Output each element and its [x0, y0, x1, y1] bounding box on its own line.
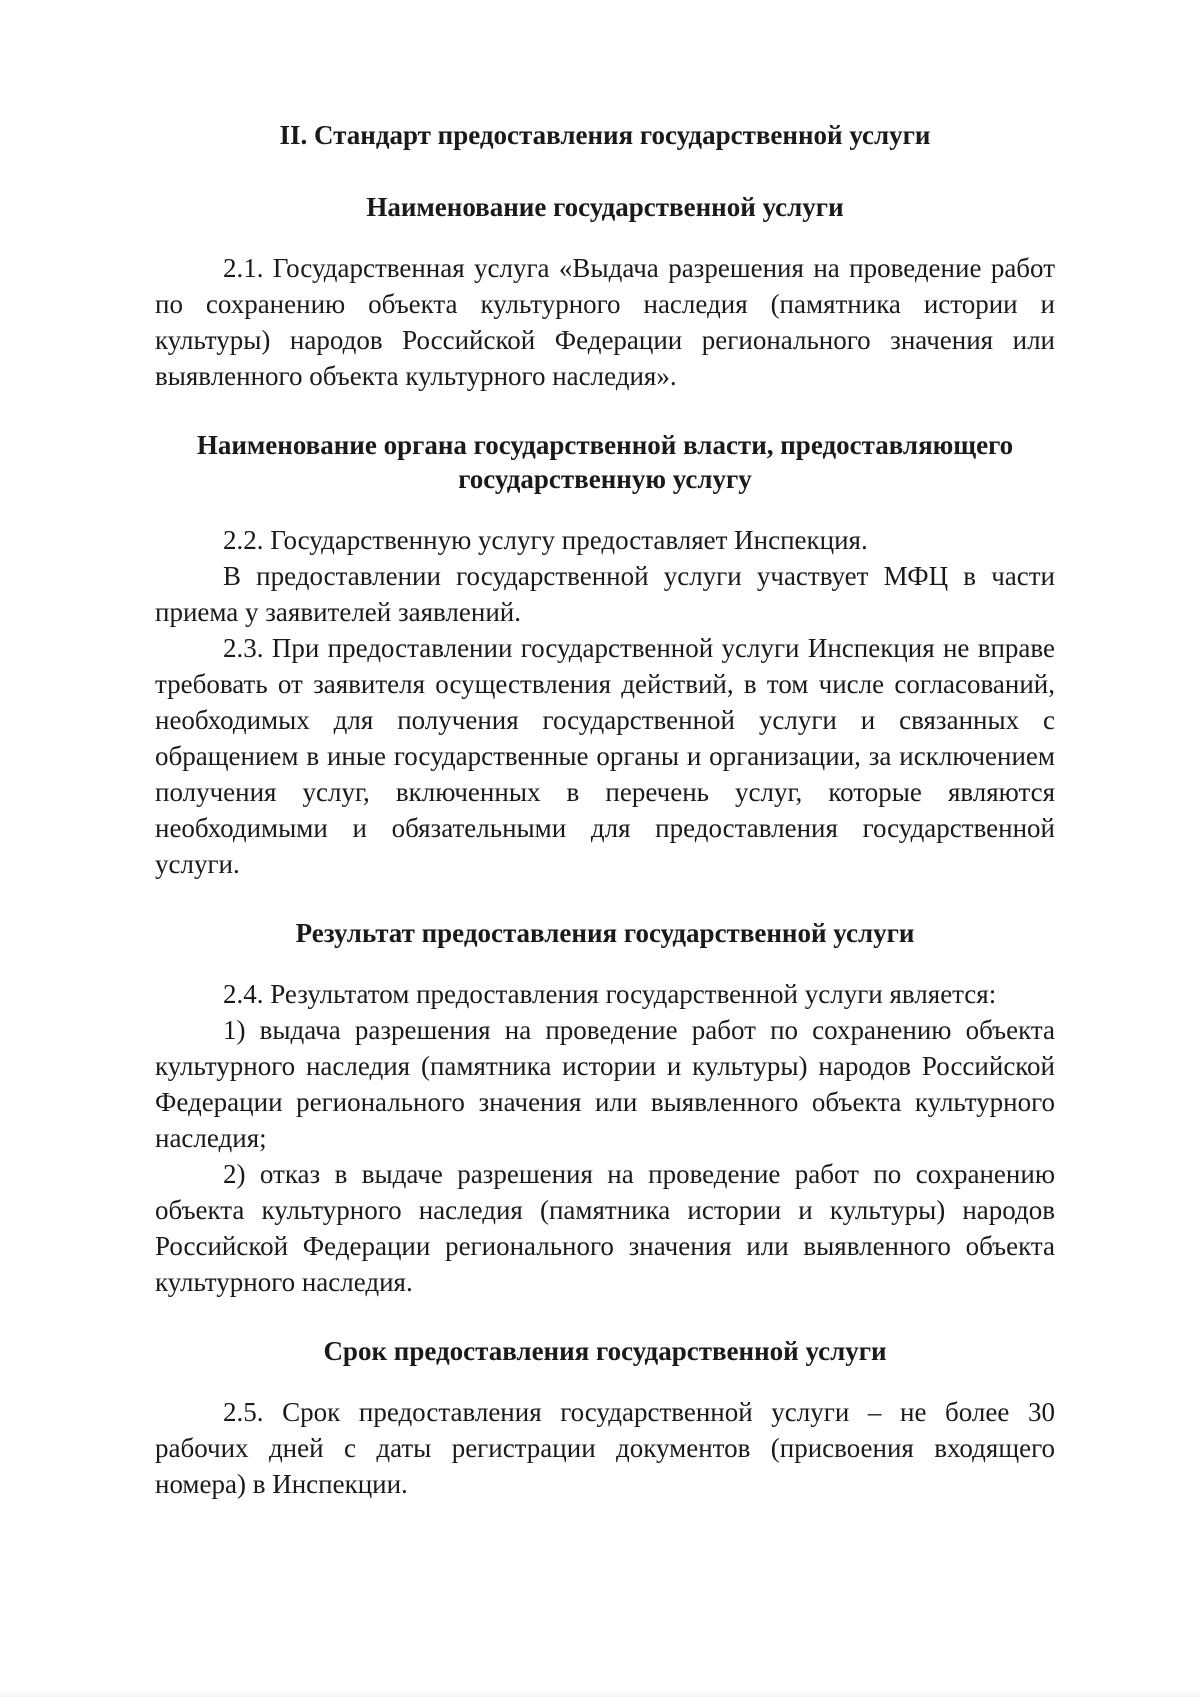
- paragraph-result-2: 2) отказ в выдаче разрешения на проведение работ по сохранению объекта культурного наследия (памятника истории и культуры) народов Российской Федерации регионального значения или выявленного объекта культурного наследия.: [155, 1159, 1055, 1297]
- heading-result: Результат предоставления государственной услуги: [295, 918, 915, 948]
- paragraph-2-2: 2.2. Государственную услугу предоставляет Инспекция.: [223, 525, 868, 555]
- paragraph-2-3: 2.3. При предоставлении государственной услуги Инспекция не вправе требовать от заявителя осуществления действий, в том числе согласований, необходимых для получения государственной услуги и связанных с обращением в иные государственные органы и организации, за исключением получения услуг, включенных в перечень услуг, которые являются необходимыми и обязательными для предоставления государственной услуги.: [155, 633, 1055, 879]
- section-authority: [155, 428, 1055, 882]
- heading-authority: Наименование органа государственной власти, предоставляющего государственную услугу: [196, 430, 1014, 494]
- paragraph-2-4: 2.4. Результатом предоставления государственной услуги является:: [223, 979, 997, 1009]
- document-body: [155, 118, 1055, 1502]
- heading-service-name: Наименование государственной услуги: [366, 192, 844, 222]
- paragraph-2-5: 2.5. Срок предоставления государственной услуги – не более 30 рабочих дней с даты регистрации документов (присвоения входящего номера) в Инспекции.: [155, 1397, 1055, 1499]
- heading-term: Срок предоставления государственной услуги: [323, 1336, 887, 1366]
- paragraph-mfc: В предоставлении государственной услуги участвует МФЦ в части приема у заявителей заявлений.: [155, 561, 1055, 627]
- section-term: [155, 1334, 1055, 1502]
- paragraph-result-1: 1) выдача разрешения на проведение работ по сохранению объекта культурного наследия (памятника истории и культуры) народов Российской Федерации регионального значения или выявленного объекта культурного наследия;: [155, 1015, 1055, 1153]
- section-service-name: [155, 190, 1055, 394]
- paragraph-2-1: 2.1. Государственная услуга «Выдача разрешения на проведение работ по сохранению объекта культурного наследия (памятника истории и культуры) народов Российской Федерации регионального значения или выявленного объекта культурного наследия».: [155, 253, 1055, 391]
- section-title: II. Стандарт предоставления государственной услуги: [279, 120, 931, 150]
- page-edge: [0, 1691, 1200, 1697]
- section-result: [155, 916, 1055, 1300]
